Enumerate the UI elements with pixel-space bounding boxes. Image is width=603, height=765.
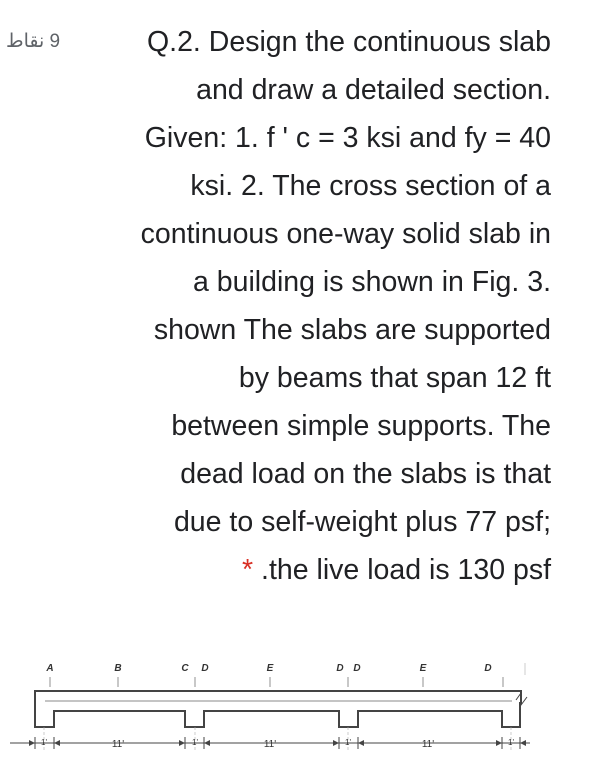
question-line: and draw a detailed section. (196, 74, 551, 106)
dimension-label: 11' (263, 739, 277, 750)
question-line: .the live load is 130 psf (253, 554, 551, 586)
required-asterisk: * (242, 554, 254, 586)
question-last-line (70, 546, 551, 594)
support-label-d: D (201, 663, 209, 674)
dimension-label: 1' (192, 738, 198, 747)
question-line: by beams that span 12 ft (238, 362, 551, 394)
support-label-c: C (181, 663, 189, 674)
dimension-label: 1' (508, 738, 514, 747)
support-label-a: A (46, 663, 54, 674)
question-line: dead load on the slabs is that (180, 458, 551, 490)
question-line: a building is shown in Fig. 3. (192, 266, 551, 298)
question-line: ksi. 2. The cross section of a (190, 170, 551, 202)
question-line: shown The slabs are supported (153, 314, 551, 346)
dimension-label: 11' (111, 739, 125, 750)
slab-cross-section-figure (0, 655, 603, 765)
question-line: continuous one-way solid slab in (140, 218, 551, 250)
support-label-d: D (484, 663, 492, 674)
question-line: Q.2. Design the continuous slab (147, 26, 551, 58)
question-line: Given: 1. f ' c = 3 ksi and fy = 40 (144, 122, 551, 154)
support-label-b: B (114, 663, 122, 674)
support-label-d: D (353, 663, 361, 674)
support-label-e: E (266, 663, 274, 674)
points-label: 9 نقاط (6, 31, 61, 52)
slab-outline (35, 691, 521, 727)
question-text (70, 18, 551, 594)
support-label-d: D (336, 663, 344, 674)
dimension-label: 1' (41, 738, 47, 747)
dimension-label: 1' (345, 738, 351, 747)
question-line: due to self-weight plus 77 psf; (173, 506, 551, 538)
question-line: between simple supports. The (171, 410, 551, 442)
support-label-e: E (419, 663, 427, 674)
dimension-label: 11' (421, 739, 435, 750)
